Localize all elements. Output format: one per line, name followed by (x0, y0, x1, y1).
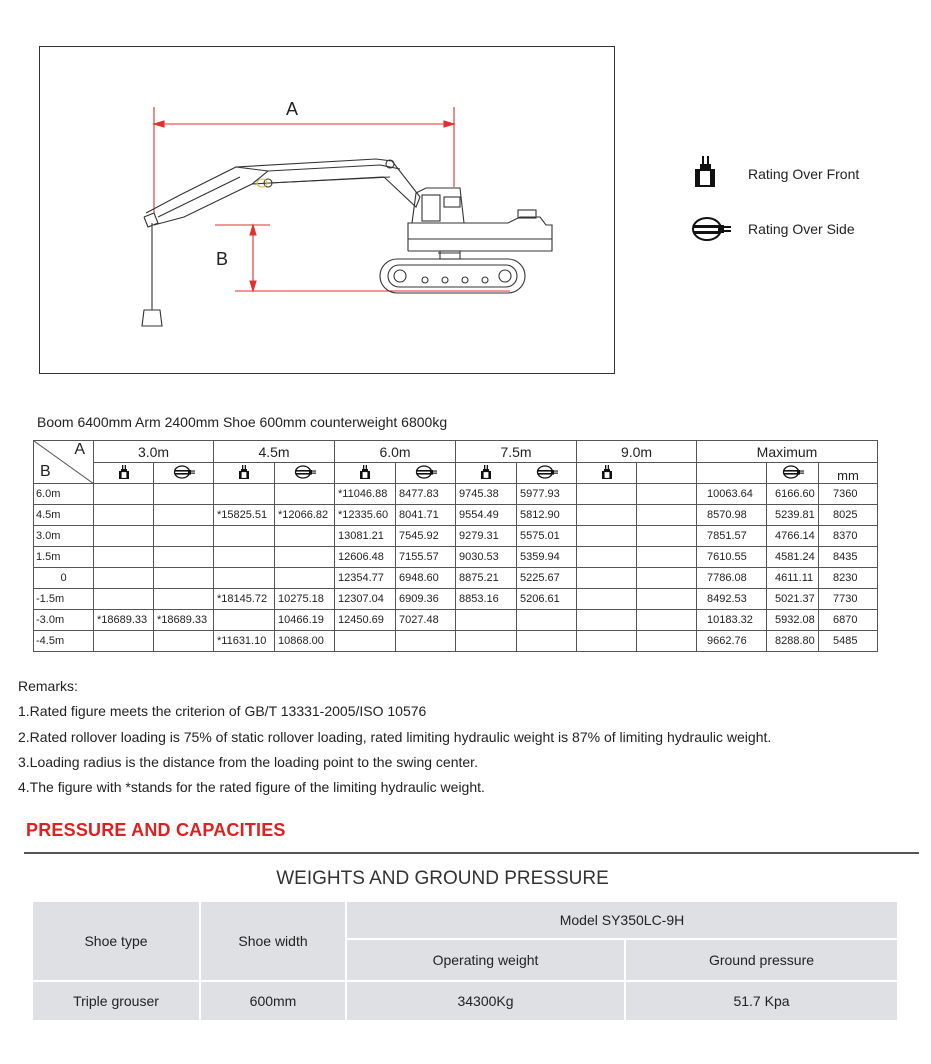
table-row (34, 505, 878, 526)
row-height-label: 3.0m (34, 526, 94, 547)
header-shoe-type: Shoe type (33, 902, 201, 982)
capacity-cell (154, 631, 214, 652)
capacity-cell: 12307.04 (335, 589, 396, 610)
rating-side-icon (767, 463, 819, 484)
dimension-b-label: B (216, 249, 229, 269)
capacity-cell (214, 547, 275, 568)
maximum-cell: 9662.76 (697, 631, 767, 652)
capacity-cell: 9745.38 (456, 484, 517, 505)
capacity-cell: 9030.53 (456, 547, 517, 568)
capacity-cell (275, 568, 335, 589)
corner-label-b: B (40, 463, 51, 480)
unit-label: mm (819, 463, 878, 484)
capacity-cell (94, 505, 154, 526)
capacity-cell: 12606.48 (335, 547, 396, 568)
table-row (34, 526, 878, 547)
legend-side-label: Rating Over Side (748, 221, 855, 237)
capacity-cell (456, 610, 517, 631)
rating-front-icon (577, 463, 637, 484)
capacity-cell (396, 631, 456, 652)
rating-front-icon (335, 463, 396, 484)
maximum-cell: 8435 (819, 547, 878, 568)
capacity-cell (637, 547, 697, 568)
capacity-cell (94, 589, 154, 610)
capacity-cell: 5225.67 (517, 568, 577, 589)
cell-operating-weight: 34300Kg (347, 982, 626, 1020)
capacity-cell (517, 610, 577, 631)
rating-front-icon (94, 463, 154, 484)
capacity-cell (637, 484, 697, 505)
section-divider (24, 852, 919, 854)
capacity-cell: 8477.83 (396, 484, 456, 505)
table-row (34, 631, 878, 652)
capacity-cell: 13081.21 (335, 526, 396, 547)
capacity-cell (275, 484, 335, 505)
header-operating-weight: Operating weight (347, 940, 626, 982)
capacity-cell (94, 568, 154, 589)
capacity-cell: 5812.90 (517, 505, 577, 526)
capacity-cell (456, 631, 517, 652)
capacity-cell (637, 631, 697, 652)
maximum-cell: 8288.80 (767, 631, 819, 652)
maximum-cell: 7610.55 (697, 547, 767, 568)
capacity-cell (577, 589, 637, 610)
capacity-cell: 6909.36 (396, 589, 456, 610)
capacity-cell: *18145.72 (214, 589, 275, 610)
row-height-label: 0 (34, 568, 94, 589)
weights-table-title: WEIGHTS AND GROUND PRESSURE (276, 868, 609, 889)
row-height-label: 6.0m (34, 484, 94, 505)
capacity-cell: 12450.69 (335, 610, 396, 631)
maximum-cell: 10183.32 (697, 610, 767, 631)
header-model: Model SY350LC-9H (347, 902, 897, 940)
capacity-cell (637, 610, 697, 631)
row-height-label: -3.0m (34, 610, 94, 631)
header-ground-pressure: Ground pressure (626, 940, 897, 982)
maximum-cell: 6166.60 (767, 484, 819, 505)
capacity-cell (275, 547, 335, 568)
maximum-cell: 7851.57 (697, 526, 767, 547)
capacity-cell: *11631.10 (214, 631, 275, 652)
capacity-cell (577, 568, 637, 589)
excavator-diagram (39, 46, 615, 374)
header-radius-3: 3.0m (94, 441, 214, 463)
capacity-cell: 7027.48 (396, 610, 456, 631)
capacity-cell: 9554.49 (456, 505, 517, 526)
capacity-cell (335, 631, 396, 652)
row-height-label: -1.5m (34, 589, 94, 610)
cell-shoe-width: 600mm (201, 982, 347, 1020)
cell-ground-pressure: 51.7 Kpa (626, 982, 897, 1020)
spec-line: Boom 6400mm Arm 2400mm Shoe 600mm counterweight 6800kg (37, 414, 448, 430)
maximum-cell: 8492.53 (697, 589, 767, 610)
remark-1: 1.Rated figure meets the criterion of GB/T 13331-2005/ISO 10576 (18, 703, 427, 719)
icon-header-row (34, 463, 878, 484)
dimension-a-label: A (286, 99, 299, 119)
capacity-cell (154, 568, 214, 589)
capacity-cell: 12354.77 (335, 568, 396, 589)
header-radius-4-5: 4.5m (214, 441, 335, 463)
capacity-cell: 6948.60 (396, 568, 456, 589)
capacity-cell: 10466.19 (275, 610, 335, 631)
corner-label-a: A (74, 441, 85, 458)
capacity-cell (214, 484, 275, 505)
capacity-cell (637, 526, 697, 547)
cell-shoe-type: Triple grouser (33, 982, 201, 1020)
rating-front-icon (692, 156, 718, 192)
header-maximum: Maximum (697, 441, 878, 463)
maximum-cell: 6870 (819, 610, 878, 631)
capacity-cell (577, 631, 637, 652)
capacity-cell: 5575.01 (517, 526, 577, 547)
header-radius-9: 9.0m (577, 441, 697, 463)
capacity-cell: *18689.33 (154, 610, 214, 631)
rating-side-icon (517, 463, 577, 484)
maximum-cell: 4611.11 (767, 568, 819, 589)
maximum-cell: 5932.08 (767, 610, 819, 631)
capacity-cell: 8875.21 (456, 568, 517, 589)
legend-front-label: Rating Over Front (748, 166, 860, 182)
maximum-cell: 5021.37 (767, 589, 819, 610)
header-blank-cell (697, 463, 767, 484)
maximum-cell: 7360 (819, 484, 878, 505)
rating-side-icon (690, 216, 732, 242)
maximum-cell: 5239.81 (767, 505, 819, 526)
rating-side-icon (275, 463, 335, 484)
capacity-cell (154, 589, 214, 610)
table-row (34, 589, 878, 610)
header-shoe-width: Shoe width (201, 902, 347, 982)
header-radius-6: 6.0m (335, 441, 456, 463)
remark-4: 4.The figure with *stands for the rated figure of the limiting hydraulic weight. (18, 779, 485, 795)
row-height-label: 4.5m (34, 505, 94, 526)
capacity-cell (577, 547, 637, 568)
capacity-cell (577, 610, 637, 631)
capacity-cell: 8853.16 (456, 589, 517, 610)
capacity-cell (517, 631, 577, 652)
capacity-cell: 10275.18 (275, 589, 335, 610)
rating-side-icon (396, 463, 456, 484)
capacity-cell (637, 589, 697, 610)
rating-front-icon (456, 463, 517, 484)
capacity-cell (275, 526, 335, 547)
capacity-cell: 10868.00 (275, 631, 335, 652)
capacity-cell: 7545.92 (396, 526, 456, 547)
remark-2: 2.Rated rollover loading is 75% of static rollover loading, rated limiting hydraulic weight is 87% of limiting hydraulic weight. (18, 729, 772, 745)
capacity-cell: *12066.82 (275, 505, 335, 526)
capacity-cell: 5206.61 (517, 589, 577, 610)
capacity-cell (637, 568, 697, 589)
rating-front-icon (214, 463, 275, 484)
lifting-capacity-table (33, 440, 878, 652)
capacity-cell (94, 547, 154, 568)
maximum-cell: 8370 (819, 526, 878, 547)
legend-front (692, 156, 859, 192)
remark-3: 3.Loading radius is the distance from the loading point to the swing center. (18, 754, 478, 770)
capacity-cell: 7155.57 (396, 547, 456, 568)
capacity-cell: *18689.33 (94, 610, 154, 631)
capacity-cell (577, 505, 637, 526)
remarks-title: Remarks: (18, 678, 78, 694)
table-row (34, 484, 878, 505)
excavator-drawing (40, 47, 616, 375)
maximum-cell: 7730 (819, 589, 878, 610)
capacity-cell: 5359.94 (517, 547, 577, 568)
capacity-cell (154, 526, 214, 547)
table-row (34, 610, 878, 631)
capacity-cell (577, 526, 637, 547)
capacity-cell (154, 484, 214, 505)
table-row (34, 547, 878, 568)
capacity-cell (154, 505, 214, 526)
row-height-label: -4.5m (34, 631, 94, 652)
maximum-cell: 8230 (819, 568, 878, 589)
maximum-cell: 4581.24 (767, 547, 819, 568)
maximum-cell: 4766.14 (767, 526, 819, 547)
capacity-cell (94, 484, 154, 505)
capacity-cell (577, 484, 637, 505)
maximum-cell: 8025 (819, 505, 878, 526)
header-blank-cell (637, 463, 697, 484)
legend-side (690, 216, 855, 242)
maximum-cell: 5485 (819, 631, 878, 652)
header-radius-7-5: 7.5m (456, 441, 577, 463)
capacity-cell: *11046.88 (335, 484, 396, 505)
weights-pressure-table (33, 902, 897, 1020)
rating-side-icon (154, 463, 214, 484)
capacity-cell: 5977.93 (517, 484, 577, 505)
capacity-cell (214, 526, 275, 547)
capacity-cell (637, 505, 697, 526)
maximum-cell: 8570.98 (697, 505, 767, 526)
maximum-cell: 10063.64 (697, 484, 767, 505)
capacity-cell: 8041.71 (396, 505, 456, 526)
capacity-cell (214, 568, 275, 589)
table-corner-cell (34, 441, 94, 484)
section-title: PRESSURE AND CAPACITIES (26, 820, 286, 840)
row-height-label: 1.5m (34, 547, 94, 568)
maximum-cell: 7786.08 (697, 568, 767, 589)
capacity-cell (94, 631, 154, 652)
capacity-cell (154, 547, 214, 568)
capacity-cell (214, 610, 275, 631)
table-row (34, 568, 878, 589)
capacity-cell: *12335.60 (335, 505, 396, 526)
capacity-cell (94, 526, 154, 547)
capacity-cell: *15825.51 (214, 505, 275, 526)
capacity-cell: 9279.31 (456, 526, 517, 547)
